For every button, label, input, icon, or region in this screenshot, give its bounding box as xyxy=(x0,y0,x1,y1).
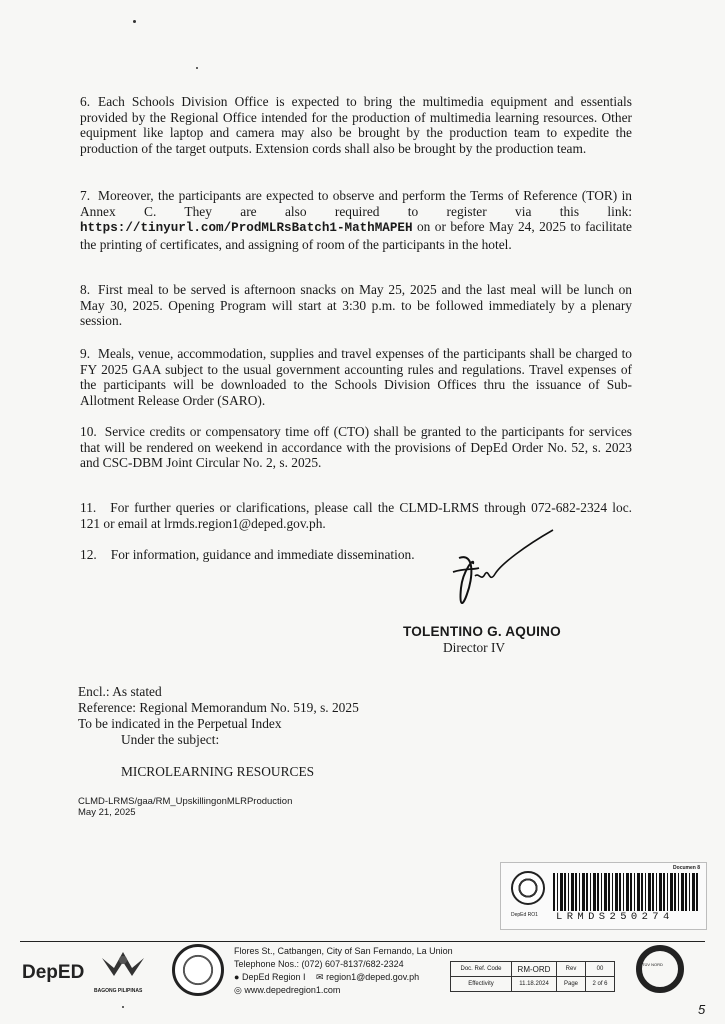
paragraph-text: Each Schools Division Office is expected to bring the multimedia equipment and essentials provided by the Regional Office intended for the production of multimedia learning resources. Other equipment like laptop and camera may also be brought by the production team to expedite the production of the target outputs. Extension cords shall also be brought by the production team. xyxy=(80,94,632,156)
paragraph-9 xyxy=(80,346,632,408)
handwritten-signature xyxy=(445,528,565,620)
email-icon: ✉ xyxy=(316,972,324,982)
paragraph-number: 6. xyxy=(80,94,91,109)
paragraph-text: Service credits or compensatory time off (CTO) shall be granted to the participants for services that will be rendered on weekend in accordance with the provisions of DepEd Order No. 52, s. 2023 and CSC-DBM Joint Circular No. 2, s. 2025. xyxy=(80,424,632,471)
paragraph-11 xyxy=(80,500,632,531)
reference-line: Reference: Regional Memorandum No. 519, s. 2025 xyxy=(78,700,359,715)
facebook-icon: ● xyxy=(234,972,240,982)
paragraph-number: 11. xyxy=(80,500,97,515)
paragraph-10 xyxy=(80,424,632,471)
bagong-pilipinas-logo-icon xyxy=(100,948,146,982)
paragraph-7 xyxy=(80,188,632,252)
scan-speck xyxy=(133,20,136,23)
stamp-label: Documen 8 xyxy=(673,865,700,871)
footer-email[interactable]: region1@deped.gov.ph xyxy=(326,972,420,982)
rev-label: Rev xyxy=(557,962,586,977)
file-reference-code: CLMD-LRMS/gaa/RM_UpskillingonMLRProduction xyxy=(78,796,293,807)
registration-link[interactable]: https://tinyurl.com/ProdMLRsBatch1-MathMAPEH xyxy=(80,221,413,236)
department-of-education-seal-icon xyxy=(172,944,224,996)
paragraph-text: For further queries or clarifications, please call the CLMD-LRMS through 072-682-2324 loc. 121 or email at lrmds.region1@deped.gov.ph. xyxy=(80,500,632,531)
footer-website[interactable]: www.depedregion1.com xyxy=(244,985,341,995)
iso-certification-icon xyxy=(636,945,684,993)
paragraph-number: 7. xyxy=(80,188,91,203)
file-reference-date: May 21, 2025 xyxy=(78,807,136,818)
iso-cert-text: TÜV NORD xyxy=(642,962,663,967)
scan-speck xyxy=(196,67,198,69)
barcode-icon xyxy=(553,873,698,911)
page-label: Page xyxy=(557,977,586,992)
paragraph-number: 10. xyxy=(80,424,97,439)
signatory-name: TOLENTINO G. AQUINO xyxy=(403,624,561,639)
paragraph-text: Moreover, the participants are expected to observe and perform the Terms of Reference (TOR) in Annex C. They are also required to register via this link: xyxy=(80,188,632,219)
signatory-title: Director IV xyxy=(443,640,506,655)
footer-web xyxy=(234,985,340,996)
paragraph-text: For information, guidance and immediate dissemination. xyxy=(110,547,415,562)
rev-value: 00 xyxy=(586,962,615,977)
deped-seal-icon xyxy=(511,871,545,905)
footer-address: Flores St., Catbangen, City of San Fernando, La Union xyxy=(234,946,453,956)
doc-ref-value: RM-ORD xyxy=(512,962,557,977)
paragraph-text: Meals, venue, accommodation, supplies and travel expenses of the participants shall be charged to FY 2025 GAA subject to the usual government accounting rules and regulations. Travel expenses of the participants will be downloaded to the Schools Division Offices thru the issuance of Sub-Allotment Release Order (SARO). xyxy=(80,346,632,408)
paragraph-text-after-link: on or before May 24, 2025 to facilitate the printing of certificates, and assigning of room of the participants in the hotel. xyxy=(80,219,632,252)
receiving-stamp xyxy=(500,862,707,930)
stamp-code: LRMDS250274 xyxy=(556,911,674,923)
web-icon: ◎ xyxy=(234,985,242,995)
doc-ref-label: Doc. Ref. Code xyxy=(451,962,512,977)
document-reference-table xyxy=(450,961,615,992)
facebook-page[interactable]: DepEd Region I xyxy=(241,972,306,982)
scan-speck xyxy=(122,1006,124,1008)
footer-telephone: Telephone Nos.: (072) 607-8137/682-2324 xyxy=(234,959,404,969)
paragraph-number: 12. xyxy=(80,547,97,562)
effectivity-label: Effectivity xyxy=(451,977,512,992)
bagong-pilipinas-text: BAGONG PILIPINAS xyxy=(94,988,143,994)
paragraph-6 xyxy=(80,94,632,156)
paragraph-8 xyxy=(80,282,632,329)
deped-logo: DepED xyxy=(22,962,85,983)
subject-value: MICROLEARNING RESOURCES xyxy=(121,764,315,779)
effectivity-value: 11.18.2024 xyxy=(512,977,557,992)
perpetual-index-line: To be indicated in the Perpetual Index xyxy=(78,716,282,731)
footer-divider xyxy=(20,941,705,942)
page-value: 2 of 6 xyxy=(586,977,615,992)
subject-label: Under the subject: xyxy=(121,732,220,747)
paragraph-number: 9. xyxy=(80,346,91,361)
paragraph-number: 8. xyxy=(80,282,91,297)
stamp-office: DepEd RO1 xyxy=(511,912,538,918)
page-number-mark: 5 xyxy=(698,1002,706,1017)
footer-social xyxy=(234,972,419,983)
enclosure-line: Encl.: As stated xyxy=(78,684,162,699)
paragraph-text: First meal to be served is afternoon snacks on May 25, 2025 and the last meal will be lunch on May 30, 2025. Opening Program will start at 3:30 p.m. to be followed immediately by a plenary session. xyxy=(80,282,632,329)
